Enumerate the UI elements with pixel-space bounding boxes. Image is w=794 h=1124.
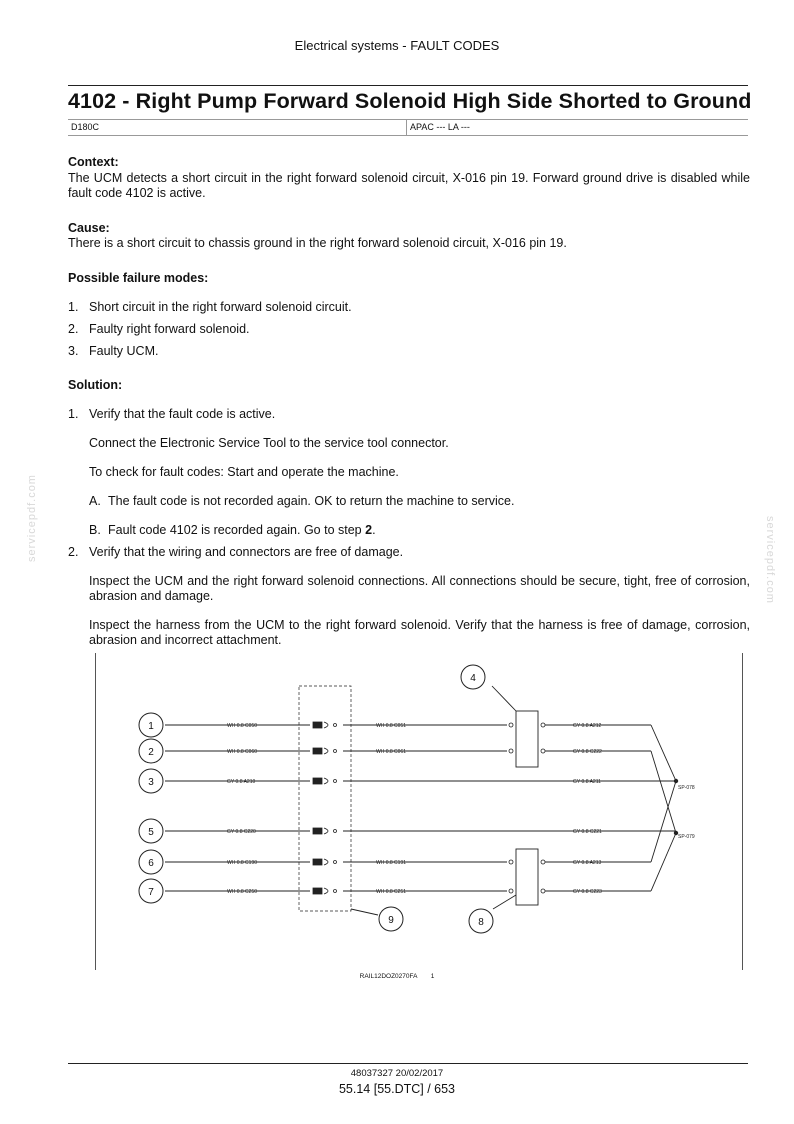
wire-label: GY 0.8 C223 [573, 889, 602, 895]
solenoid-terminal [509, 723, 513, 727]
connector-pin [313, 859, 337, 865]
option-label: A. [89, 494, 101, 508]
step-number: 1. [68, 407, 79, 421]
list-text: Faulty right forward solenoid. [89, 322, 250, 336]
watermark-left: servicepdf.com [26, 474, 38, 562]
context-text: The UCM detects a short circuit in the right forward solenoid circuit, X-016 pin 19. Forward ground drive is disabled while fault code 4102 is active. [68, 171, 750, 200]
solenoid-terminal [509, 889, 513, 893]
connector-pin [313, 722, 337, 728]
wire-label: GY 0.8 A210 [227, 779, 256, 785]
wire-label: WH 0.8 C250 [227, 889, 258, 895]
wire-label: GY 0.8 C222 [573, 749, 602, 755]
solenoid-terminal [509, 749, 513, 753]
harness-connector-outline [299, 686, 351, 911]
connector-pin [313, 748, 337, 754]
splice-label: SP-079 [678, 834, 695, 840]
figure-id: RAIL12DOZ0270FA [359, 973, 418, 980]
wiring-diagram [95, 653, 743, 970]
step-1-option-b [89, 523, 750, 538]
wire-label: GY 0.8 C220 [227, 829, 256, 835]
solenoid-8-box [516, 849, 538, 905]
step-number: 2. [68, 545, 79, 559]
step-1-paragraph: To check for fault codes: Start and operate the machine. [89, 465, 399, 479]
callout-label: 4 [470, 673, 476, 684]
meta-row [68, 119, 748, 136]
failure-modes-heading: Possible failure modes: [68, 271, 209, 285]
splice-label: SP-078 [678, 785, 695, 791]
figure-caption [0, 973, 794, 980]
cause-heading: Cause: [68, 221, 110, 235]
callout-label: 3 [148, 777, 154, 788]
leader-line [493, 895, 516, 909]
wiring-diagram-frame [95, 653, 743, 970]
running-header: Electrical systems - FAULT CODES [294, 38, 500, 53]
footer-page-number: 55.14 [55.DTC] / 653 [338, 1082, 456, 1096]
option-text [108, 523, 750, 538]
wire-label: WH 0.8 C061 [376, 749, 407, 755]
option-text-main: Fault code 4102 is recorded again. Go to step [108, 523, 366, 537]
page-title: 4102 - Right Pump Forward Solenoid High Side Shorted to Ground [68, 89, 752, 113]
connector-pin [313, 888, 337, 894]
step-2-paragraph: Inspect the UCM and the right forward solenoid connections. All connections should be secure, tight, free of corrosion, abrasion and damage. [89, 574, 750, 603]
leader-line [492, 686, 516, 711]
footer-rule [68, 1063, 748, 1064]
step-link: 2 [365, 523, 373, 537]
wire-label: WH 0.8 C251 [376, 889, 407, 895]
solenoid-terminal [509, 860, 513, 864]
solenoid-terminal [541, 723, 545, 727]
solenoid-terminal [541, 860, 545, 864]
wire-label: WH 0.8 C191 [376, 860, 407, 866]
region-code: APAC --- LA --- [410, 122, 470, 132]
list-number: 2. [68, 322, 79, 336]
connector-pin [313, 828, 337, 834]
wire [651, 725, 676, 781]
list-number: 3. [68, 344, 79, 358]
figure-number: 1 [430, 973, 435, 980]
wire-label: WH 0.8 C051 [376, 723, 407, 729]
wire-label: WH 0.8 C190 [227, 860, 258, 866]
callout-label: 6 [148, 858, 154, 869]
option-label: B. [89, 523, 101, 537]
step-1-option-a [89, 494, 750, 509]
list-item [68, 300, 750, 315]
callout-label: 1 [148, 721, 154, 732]
wire [651, 833, 676, 891]
solenoid-4-box [516, 711, 538, 767]
step-1 [68, 407, 750, 422]
wire-label: WH 0.8 C060 [227, 749, 258, 755]
callout-label: 2 [148, 747, 154, 758]
solenoid-terminal [541, 749, 545, 753]
option-text-end: . [372, 523, 376, 537]
option-text: The fault code is not recorded again. OK to return the machine to service. [108, 494, 515, 508]
context-heading: Context: [68, 155, 119, 169]
model-code: D180C [71, 122, 100, 132]
watermark-right: servicepdf.com [764, 516, 776, 604]
list-number: 1. [68, 300, 79, 314]
step-text: Verify that the wiring and connectors are free of damage. [89, 545, 404, 559]
callout-label: 9 [388, 915, 394, 926]
solenoid-terminal [541, 889, 545, 893]
step-1-paragraph: Connect the Electronic Service Tool to the service tool connector. [89, 436, 449, 450]
wire-label: GY 0.8 C221 [573, 829, 602, 835]
solution-heading: Solution: [68, 378, 123, 392]
wire-label: GY 0.8 A213 [573, 860, 602, 866]
wire-label: GY 0.8 A211 [573, 779, 601, 785]
list-text: Faulty UCM. [89, 344, 159, 358]
wire-label: GY 0.8 A212 [573, 723, 602, 729]
splice-dot [674, 779, 678, 783]
callout-label: 5 [148, 827, 154, 838]
meta-divider [406, 120, 407, 135]
callout-label: 7 [148, 887, 154, 898]
list-text: Short circuit in the right forward solenoid circuit. [89, 300, 352, 314]
step-2-paragraph: Inspect the harness from the UCM to the right forward solenoid. Verify that the harness is free of damage, corrosion, abrasion and incorrect attachment. [89, 618, 750, 647]
cause-text: There is a short circuit to chassis ground in the right forward solenoid circuit, X-016 pin 19. [68, 236, 567, 250]
leader-line [351, 909, 378, 915]
list-item [68, 344, 750, 359]
step-text: Verify that the fault code is active. [89, 407, 276, 421]
list-item [68, 322, 750, 337]
callout-label: 8 [478, 917, 484, 928]
wire-label: WH 0.8 C050 [227, 723, 258, 729]
connector-pin [313, 778, 337, 784]
footer-doc-id: 48037327 20/02/2017 [350, 1068, 444, 1079]
step-2 [68, 545, 750, 560]
header-rule [68, 85, 748, 86]
